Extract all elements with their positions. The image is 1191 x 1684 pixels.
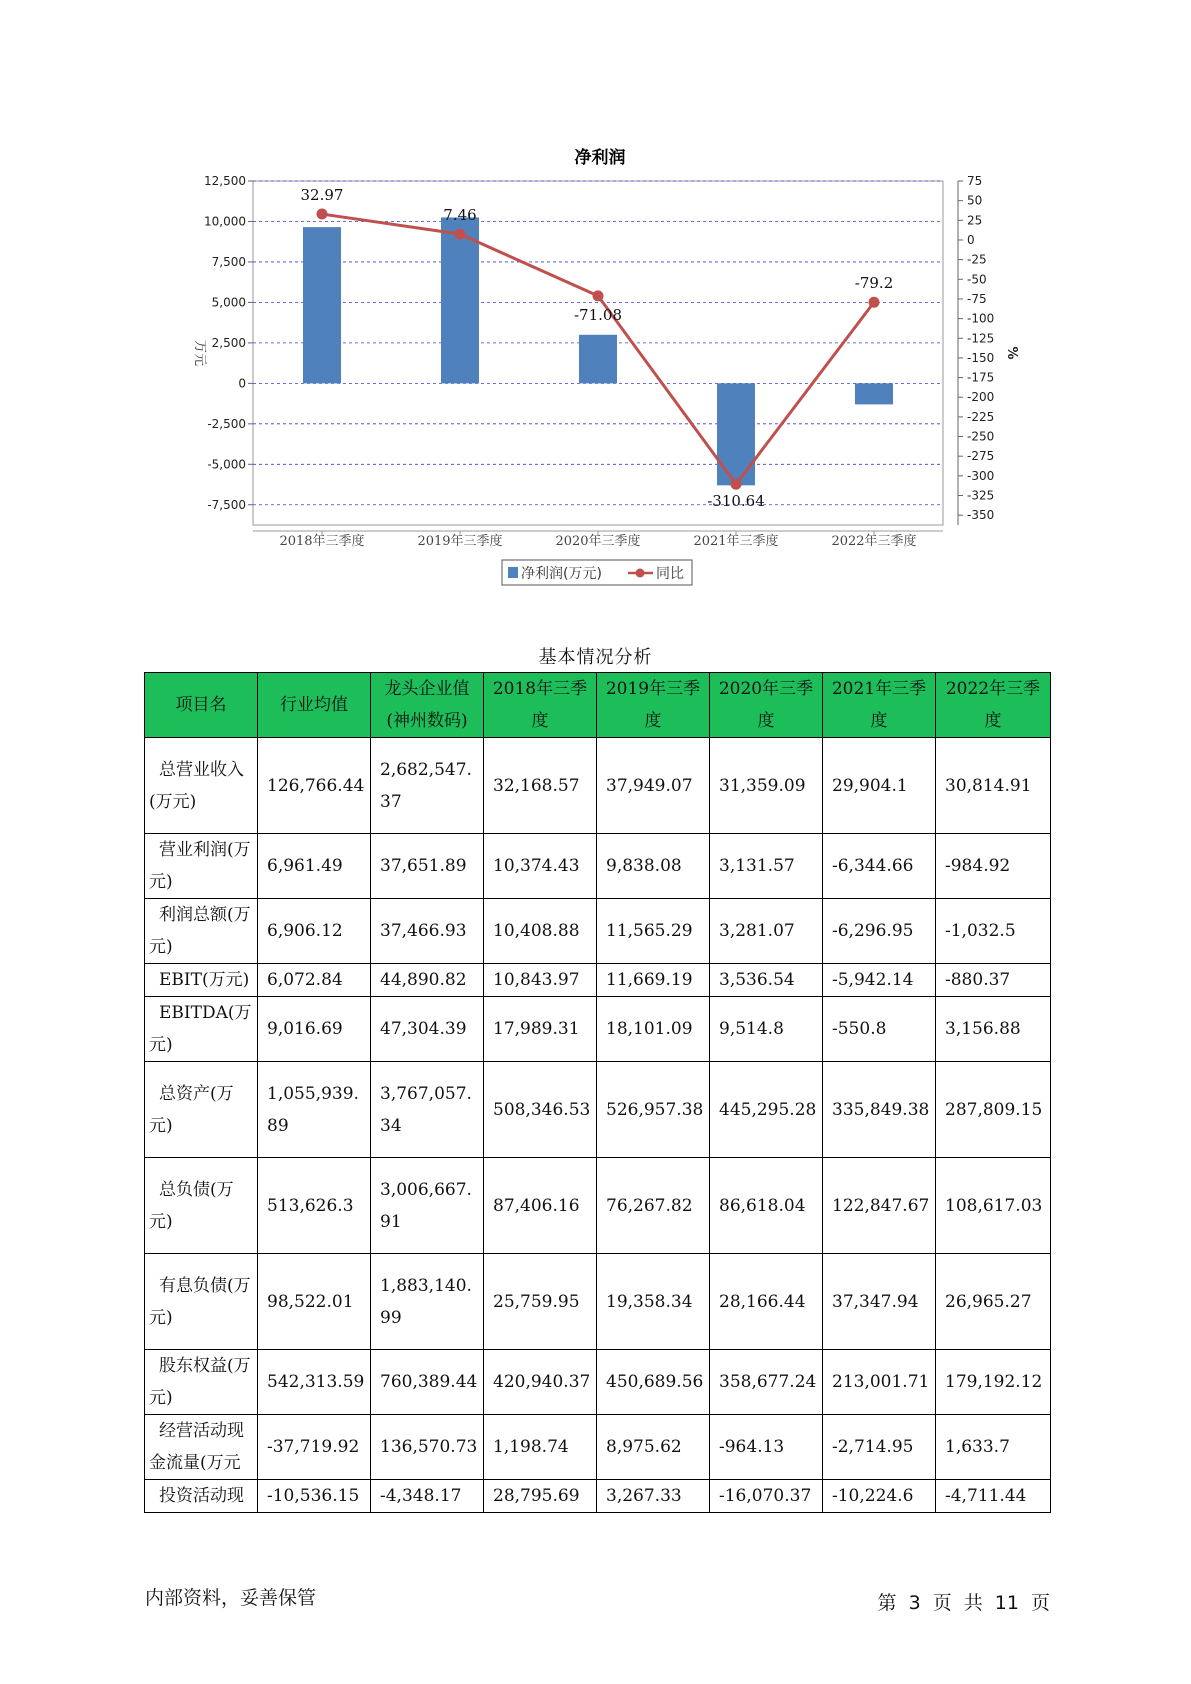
table-cell: -4,348.17	[371, 1480, 484, 1513]
table-cell: 3,536.54	[710, 964, 823, 997]
table-cell: 9,838.08	[597, 834, 710, 899]
net-profit-bar	[717, 383, 755, 485]
table-cell: 1,633.7	[936, 1415, 1051, 1480]
table-cell: -5,942.14	[823, 964, 936, 997]
table-cell: -37,719.92	[258, 1415, 371, 1480]
col-header: 行业均值	[258, 673, 371, 738]
table-cell: 287,809.15	[936, 1062, 1051, 1158]
table-cell: 19,358.34	[597, 1254, 710, 1350]
table-cell: -1,032.5	[936, 899, 1051, 964]
table-cell: 47,304.39	[371, 997, 484, 1062]
table-cell: 9,016.69	[258, 997, 371, 1062]
net-profit-bar	[855, 383, 893, 404]
table-cell: 87,406.16	[484, 1158, 597, 1254]
table-cell: 26,965.27	[936, 1254, 1051, 1350]
table-cell: 37,347.94	[823, 1254, 936, 1350]
chart-legend	[502, 560, 692, 585]
col-header: 龙头企业值(神州数码)	[371, 673, 484, 738]
table-row	[145, 899, 1051, 964]
table-cell: 3,267.33	[597, 1480, 710, 1513]
table-row	[145, 1254, 1051, 1350]
table-cell: 86,618.04	[710, 1158, 823, 1254]
y-right-tick-label: -275	[967, 449, 995, 464]
y-right-tick-label: -175	[967, 370, 995, 385]
x-tick-label: 2021年三季度	[693, 534, 779, 549]
y-tick-label: 12,500	[204, 174, 246, 188]
table-cell: -550.8	[823, 997, 936, 1062]
y-right-tick-label: -150	[967, 350, 995, 365]
basic-analysis-table	[144, 672, 1051, 1513]
table-cell: 126,766.44	[258, 738, 371, 834]
table-cell: -984.92	[936, 834, 1051, 899]
table-cell: 11,669.19	[597, 964, 710, 997]
y-right-tick-label: -300	[967, 468, 995, 483]
y-right-tick-label: -225	[967, 409, 995, 424]
table-cell: 6,961.49	[258, 834, 371, 899]
table-cell: 526,957.38	[597, 1062, 710, 1158]
table-cell: 44,890.82	[371, 964, 484, 997]
row-label: 总负债(万元)	[145, 1158, 258, 1254]
table-cell: -16,070.37	[710, 1480, 823, 1513]
table-cell: 10,843.97	[484, 964, 597, 997]
table-cell: -10,536.15	[258, 1480, 371, 1513]
table-row	[145, 1415, 1051, 1480]
y-right-tick-label: 0	[967, 232, 975, 247]
yoy-point	[317, 209, 328, 220]
col-header: 2019年三季度	[597, 673, 710, 738]
table-cell: 1,055,939.89	[258, 1062, 371, 1158]
table-cell: -4,711.44	[936, 1480, 1051, 1513]
yoy-data-label: -71.08	[573, 305, 623, 324]
row-label: EBITDA(万元)	[145, 997, 258, 1062]
net-profit-bar	[579, 335, 617, 384]
table-cell: 28,166.44	[710, 1254, 823, 1350]
table-cell: 17,989.31	[484, 997, 597, 1062]
table-cell: 6,072.84	[258, 964, 371, 997]
table-cell: 445,295.28	[710, 1062, 823, 1158]
table-cell: 760,389.44	[371, 1350, 484, 1415]
y-right-tick-label: -125	[967, 331, 995, 346]
net-profit-bar	[441, 217, 479, 383]
table-cell: 76,267.82	[597, 1158, 710, 1254]
legend-line-label: 同比	[656, 566, 684, 582]
footer-confidential: 内部资料，妥善保管	[145, 1587, 317, 1609]
table-cell: 122,847.67	[823, 1158, 936, 1254]
y-right-tick-label: -200	[967, 390, 995, 405]
net-profit-bar	[303, 227, 341, 383]
table-cell: 3,006,667.91	[371, 1158, 484, 1254]
row-label: 总资产(万元)	[145, 1062, 258, 1158]
x-tick-label: 2019年三季度	[417, 534, 503, 549]
table-header-row	[145, 673, 1051, 738]
y-right-tick-label: 50	[967, 193, 983, 208]
table-cell: 98,522.01	[258, 1254, 371, 1350]
y-right-tick-label: 25	[967, 213, 983, 228]
table-cell: 37,466.93	[371, 899, 484, 964]
row-label: 营业利润(万元)	[145, 834, 258, 899]
y-tick-label: 5,000	[211, 295, 246, 310]
row-label: 总营业收入(万元)	[145, 738, 258, 834]
table-row	[145, 964, 1051, 997]
table-cell: 6,906.12	[258, 899, 371, 964]
table-cell: 29,904.1	[823, 738, 936, 834]
table-cell: 450,689.56	[597, 1350, 710, 1415]
table-cell: -10,224.6	[823, 1480, 936, 1513]
table-cell: 25,759.95	[484, 1254, 597, 1350]
y-right-axis-title: %	[1004, 346, 1019, 360]
y-tick-label: 10,000	[204, 214, 246, 229]
table-cell: 11,565.29	[597, 899, 710, 964]
y-right-tick-label: -350	[967, 508, 995, 523]
x-tick-label: 2020年三季度	[555, 534, 641, 549]
table-row	[145, 1158, 1051, 1254]
table-cell: 513,626.3	[258, 1158, 371, 1254]
table-cell: 9,514.8	[710, 997, 823, 1062]
table-cell: 28,795.69	[484, 1480, 597, 1513]
table-cell: 18,101.09	[597, 997, 710, 1062]
table-cell: 136,570.73	[371, 1415, 484, 1480]
table-cell: 3,156.88	[936, 997, 1051, 1062]
table-cell: 37,651.89	[371, 834, 484, 899]
row-label: 投资活动现	[145, 1480, 258, 1513]
chart-title: 净利润	[574, 148, 626, 168]
table-row	[145, 1062, 1051, 1158]
y-right-tick-label: -25	[967, 252, 987, 267]
yoy-point	[455, 229, 466, 240]
table-cell: 1,883,140.99	[371, 1254, 484, 1350]
table-cell: 358,677.24	[710, 1350, 823, 1415]
row-label: 经营活动现金流量(万元	[145, 1415, 258, 1480]
table-cell: 2,682,547.37	[371, 738, 484, 834]
col-header: 2018年三季度	[484, 673, 597, 738]
col-header: 2021年三季度	[823, 673, 936, 738]
y-right-tick-label: -100	[967, 311, 995, 326]
table-caption: 基本情况分析	[538, 647, 653, 668]
y-tick-label: -5,000	[207, 457, 246, 472]
table-cell: 32,168.57	[484, 738, 597, 834]
table-cell: 3,767,057.34	[371, 1062, 484, 1158]
table-cell: 542,313.59	[258, 1350, 371, 1415]
table-cell: 508,346.53	[484, 1062, 597, 1158]
table-row	[145, 834, 1051, 899]
table-row	[145, 997, 1051, 1062]
table-cell: 179,192.12	[936, 1350, 1051, 1415]
table-cell: 213,001.71	[823, 1350, 936, 1415]
footer-page-number: 第 3 页 共 11 页	[877, 1592, 1050, 1614]
table-cell: 30,814.91	[936, 738, 1051, 834]
table-cell: 31,359.09	[710, 738, 823, 834]
table-cell: 3,131.57	[710, 834, 823, 899]
yoy-data-label: 7.46	[443, 206, 477, 225]
table-row	[145, 738, 1051, 834]
y-tick-label: -7,500	[207, 497, 246, 512]
table-cell: 420,940.37	[484, 1350, 597, 1415]
table-cell: 335,849.38	[823, 1062, 936, 1158]
y-tick-label: -2,500	[207, 416, 246, 431]
y-tick-label: 0	[238, 376, 246, 391]
table-cell: 8,975.62	[597, 1415, 710, 1480]
table-cell: 1,198.74	[484, 1415, 597, 1480]
yoy-point	[731, 479, 742, 490]
legend-bar-swatch	[508, 567, 518, 578]
yoy-data-label: -310.64	[707, 492, 765, 511]
yoy-data-label: 32.97	[300, 186, 344, 205]
legend-line-marker	[636, 569, 645, 578]
y-right-tick-label: 75	[967, 174, 983, 188]
y-axis-title: 万元	[192, 339, 207, 367]
yoy-data-label: -79.2	[854, 274, 894, 293]
y-right-tick-label: -250	[967, 429, 995, 444]
col-header: 2022年三季度	[936, 673, 1051, 738]
table-cell: -880.37	[936, 964, 1051, 997]
x-tick-label: 2018年三季度	[279, 534, 365, 549]
table-cell: 10,374.43	[484, 834, 597, 899]
table-row	[145, 1350, 1051, 1415]
row-label: 股东权益(万元)	[145, 1350, 258, 1415]
row-label: 有息负债(万元)	[145, 1254, 258, 1350]
plot-area	[192, 174, 1019, 549]
table-cell: -2,714.95	[823, 1415, 936, 1480]
x-tick-label: 2022年三季度	[831, 534, 917, 549]
y-tick-label: 7,500	[211, 254, 246, 269]
net-profit-chart	[0, 0, 1191, 600]
y-tick-label: 2,500	[211, 335, 246, 350]
col-header: 项目名	[145, 673, 258, 738]
table-row	[145, 1480, 1051, 1513]
table-cell: 108,617.03	[936, 1158, 1051, 1254]
table-cell: 37,949.07	[597, 738, 710, 834]
row-label: EBIT(万元)	[145, 964, 258, 997]
legend-bar-label: 净利润(万元)	[521, 566, 602, 582]
row-label: 利润总额(万元)	[145, 899, 258, 964]
table-cell: -6,296.95	[823, 899, 936, 964]
col-header: 2020年三季度	[710, 673, 823, 738]
y-right-tick-label: -325	[967, 488, 995, 503]
table-cell: -964.13	[710, 1415, 823, 1480]
yoy-point	[869, 297, 880, 308]
y-right-tick-label: -75	[967, 291, 987, 306]
table-cell: 10,408.88	[484, 899, 597, 964]
table-cell: 3,281.07	[710, 899, 823, 964]
table-cell: -6,344.66	[823, 834, 936, 899]
yoy-point	[593, 290, 604, 301]
y-right-tick-label: -50	[967, 272, 987, 287]
